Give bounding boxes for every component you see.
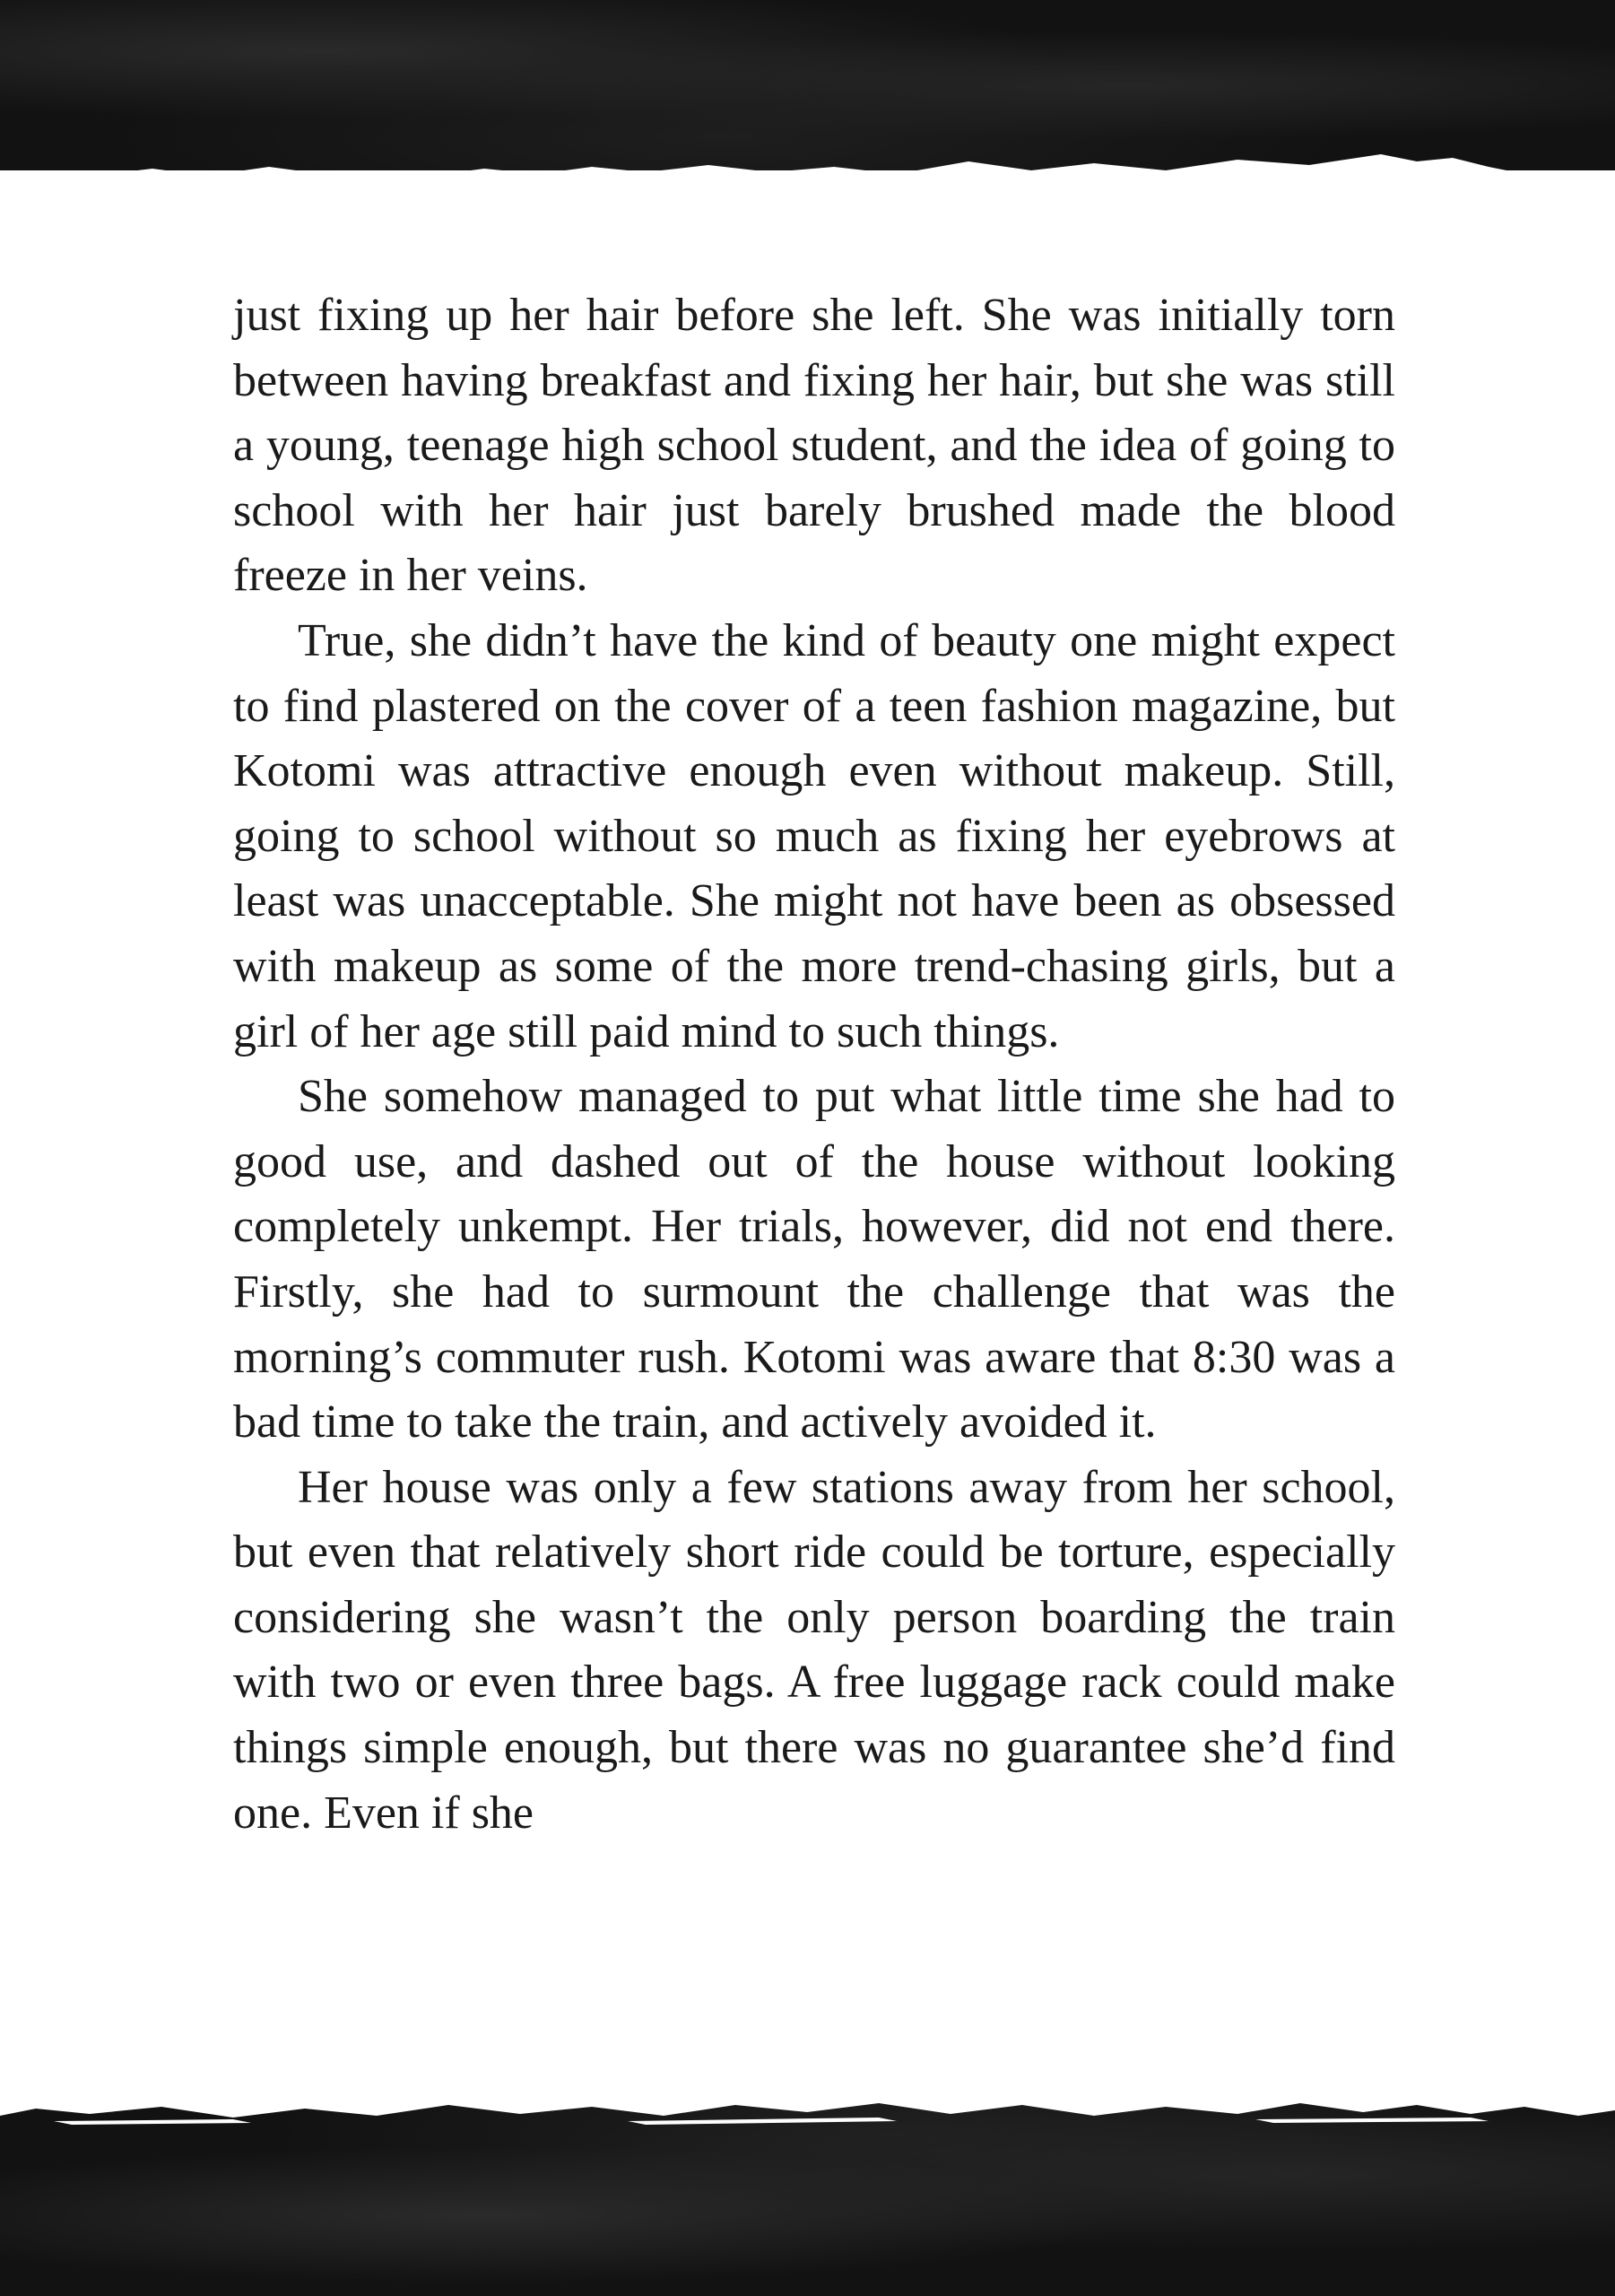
paragraph: just fixing up her hair before she left. She was initially torn between having breakfast and fixing her hair, but she was still a young, teenage high school student, and the idea of going to school with her hair just barely brushed made the blood freeze in her veins. [233, 290, 1395, 602]
paragraph: True, she didn’t have the kind of beauty one might expect to find plastered on the cover of a teen fashion magazine, but Kotomi was attractive enough even without makeup. Still, going to school without so much as fixing her eyebrows at least was unacceptable. She might not have been as obsessed with makeup as some of the more trend-chasing girls, but a girl of her age still paid mind to such things. [233, 614, 1395, 1057]
top-torn-edge [0, 135, 1615, 170]
page-body-text [233, 283, 1395, 1846]
paragraph: Her house was only a few stations away from her school, but even that relatively short ride could be torture, especially considering she wasn’t the only person boarding the train with two or even three bags. A free luggage rack could make things simple enough, but there was no guarantee she’d find one. Even if she [233, 1461, 1395, 1839]
bottom-torn-edge [0, 2094, 1615, 2148]
bottom-ink-border [0, 2094, 1615, 2296]
paragraph: She somehow managed to put what little time she had to good use, and dashed out of the house without looking completely unkempt. Her trials, however, did not end there. Firstly, she had to surmount the challenge that was the morning’s commuter rush. Kotomi was aware that 8:30 was a bad time to take the train, and actively avoided it. [233, 1071, 1395, 1448]
top-ink-border [0, 0, 1615, 170]
